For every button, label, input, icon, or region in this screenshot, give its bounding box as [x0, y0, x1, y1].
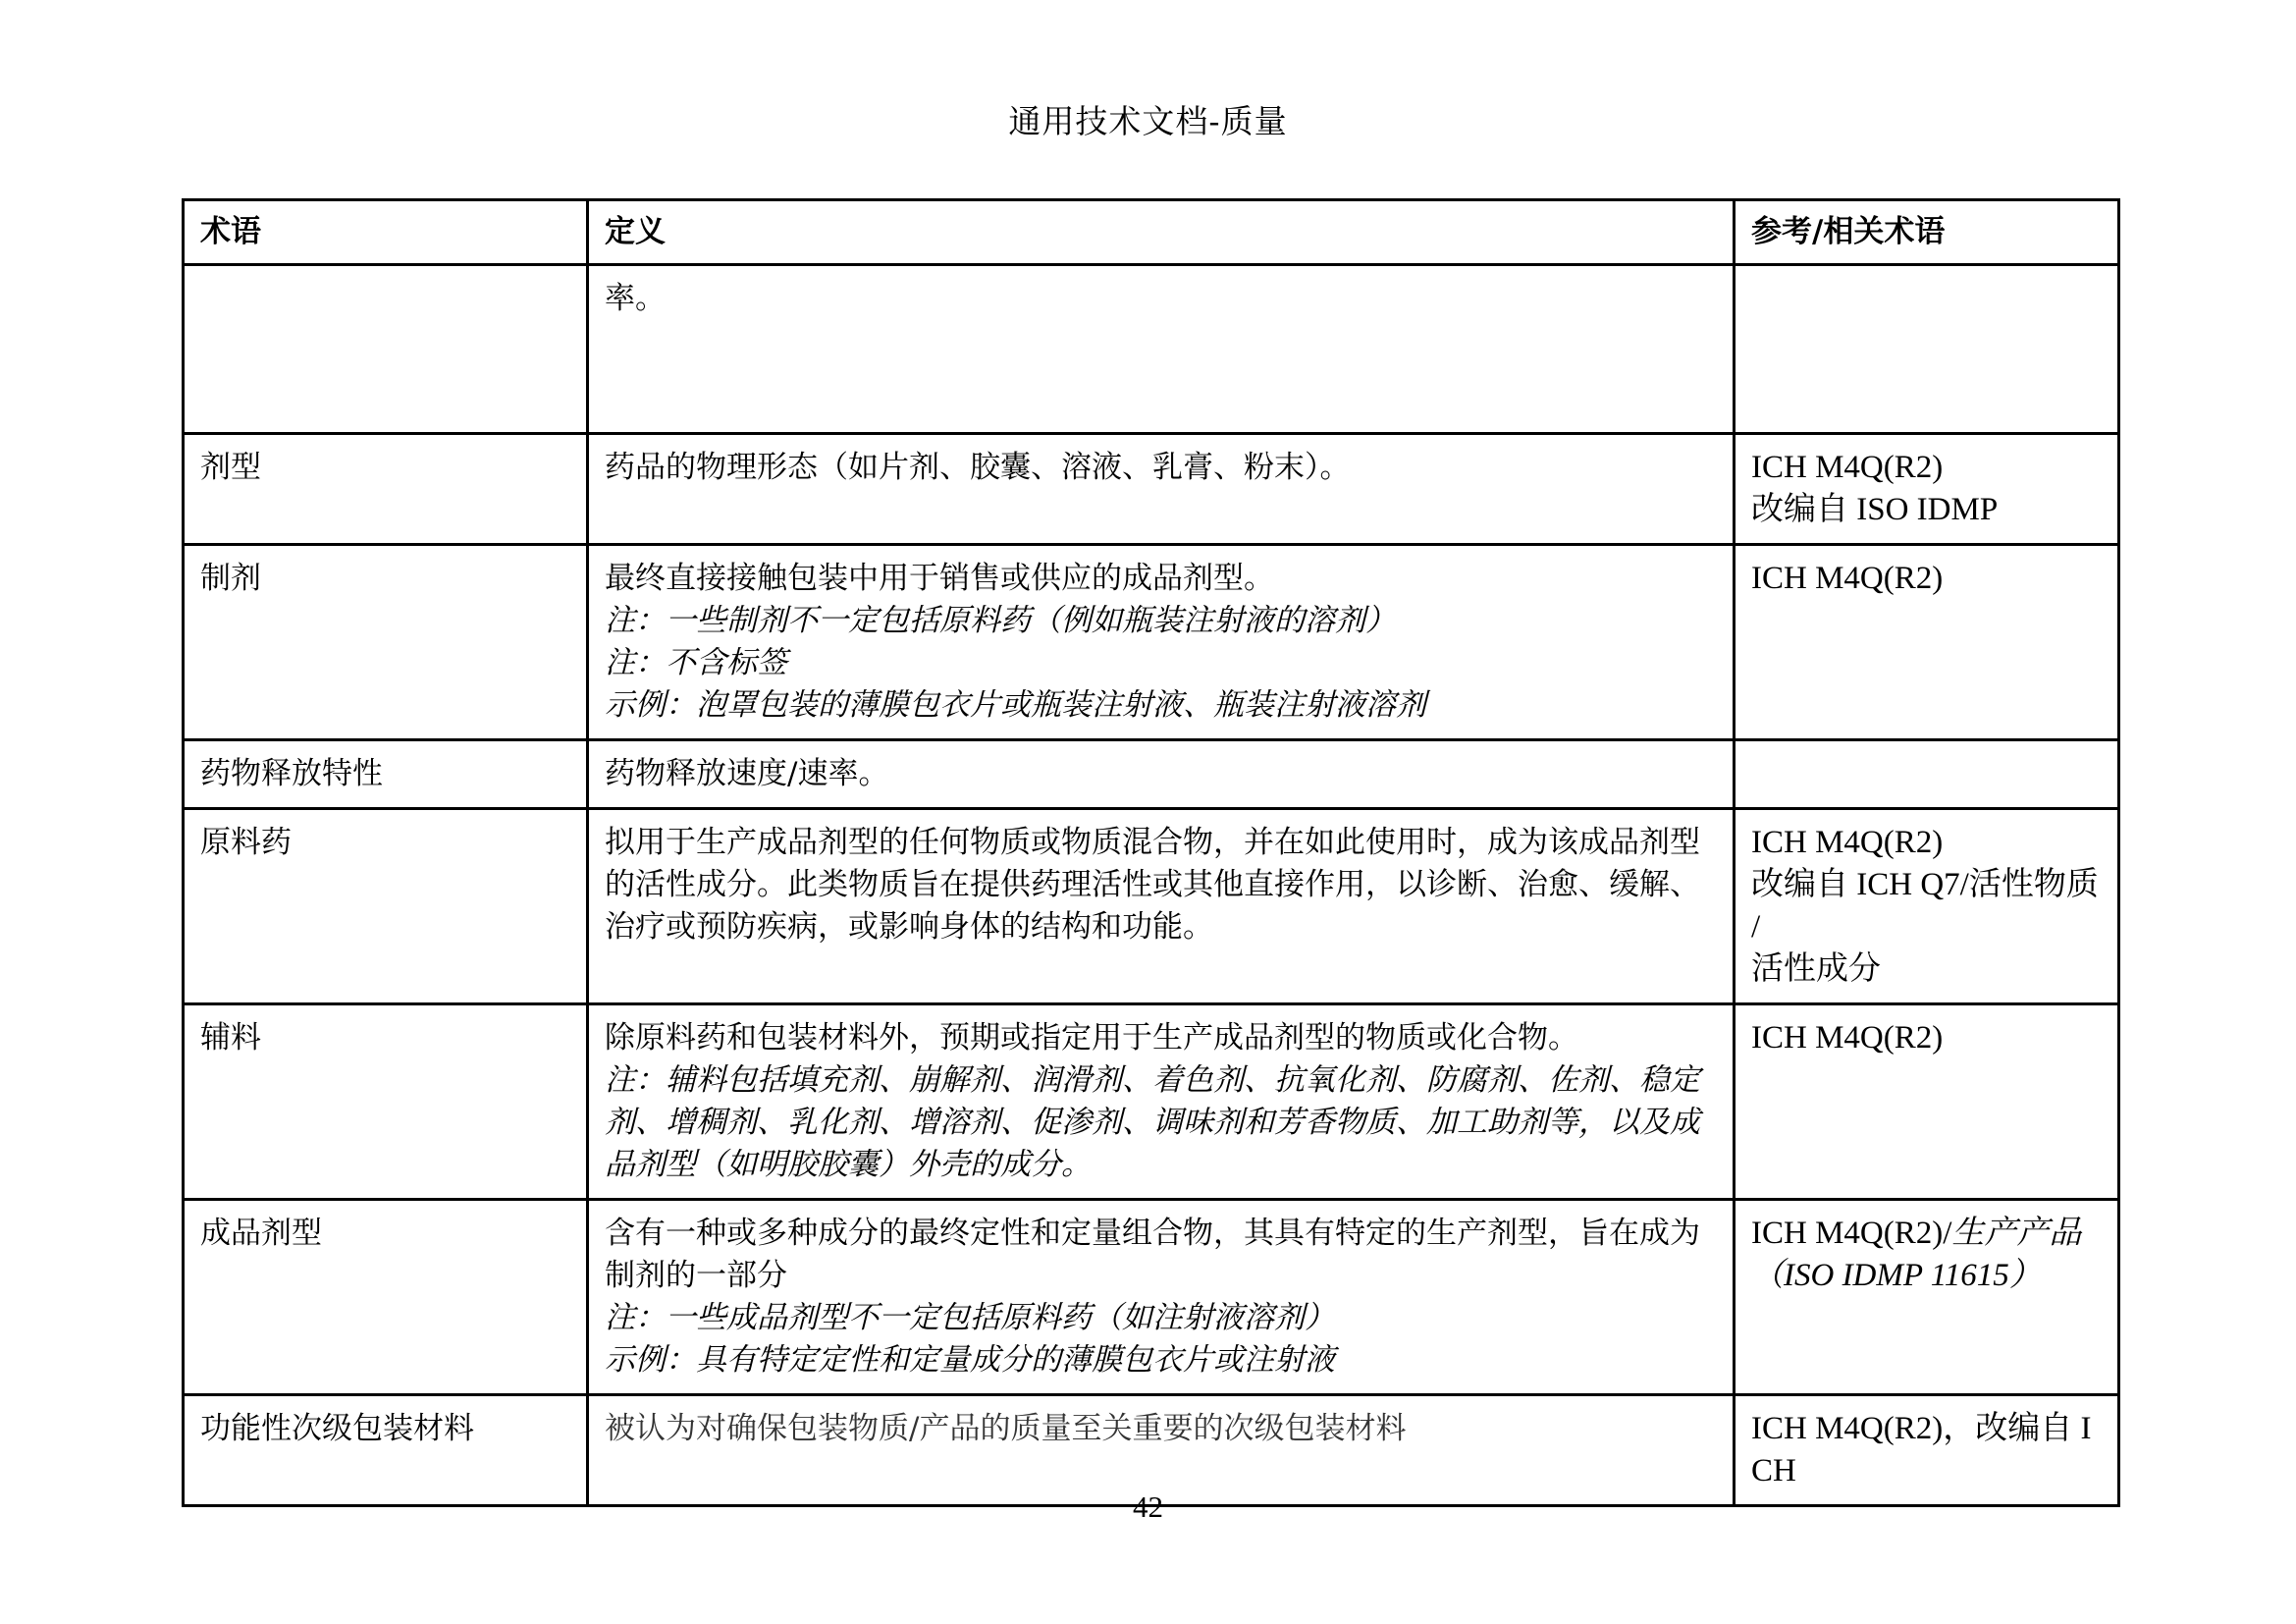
- definition-text: 除原料药和包装材料外，预期或指定用于生产成品剂型的物质或化合物。: [605, 1020, 1578, 1056]
- definition-note: 注：辅料包括填充剂、崩解剂、润滑剂、着色剂、抗氧化剂、防腐剂、佐剂、稳定剂、增稠剂、乳化剂、增溶剂、促渗剂、调味剂和芳香物质、加工助剂等，以及成品剂型（如明胶胶囊）外壳的成分。: [605, 1062, 1700, 1182]
- reference-cell: [1735, 1004, 2119, 1200]
- table-header-row: [184, 200, 2119, 265]
- column-header-reference: 参考/相关术语: [1735, 200, 2119, 265]
- table-row: [184, 545, 2119, 740]
- reference-text: 活性成分: [1751, 951, 1881, 987]
- glossary-table: [182, 198, 2120, 1507]
- page-number: 42: [1133, 1489, 1163, 1524]
- definition-example: 示例：泡罩包装的薄膜包衣片或瓶装注射液、瓶装注射液溶剂: [605, 687, 1426, 723]
- definition-note: 注：一些制剂不一定包括原料药（例如瓶装注射液的溶剂）: [605, 603, 1396, 638]
- reference-text: ICH M4Q(R2): [1751, 825, 1944, 860]
- definition-cell: [588, 1004, 1735, 1200]
- definition-text: 含有一种或多种成分的最终定性和定量组合物，其具有特定的生产剂型，旨在成为制剂的一部分: [605, 1216, 1700, 1293]
- term-cell: 成品剂型: [184, 1200, 588, 1395]
- page-header-title: 通用技术文档-质量: [1008, 102, 1288, 140]
- term-cell: 药物释放特性: [184, 740, 588, 809]
- column-header-definition: 定义: [588, 200, 1735, 265]
- term-cell: 制剂: [184, 545, 588, 740]
- definition-cell: [588, 265, 1735, 434]
- definition-cell: [588, 740, 1735, 809]
- table-row: [184, 740, 2119, 809]
- term-cell: [184, 265, 588, 434]
- reference-text: 改编自 ICH Q7/活性物质: [1751, 867, 2099, 902]
- definition-example: 示例：具有特定定性和定量成分的薄膜包衣片或注射液: [605, 1342, 1335, 1378]
- table-row: [184, 434, 2119, 545]
- column-header-term: 术语: [184, 200, 588, 265]
- definition-cell: [588, 434, 1735, 545]
- definition-note: 注：不含标签: [605, 645, 787, 680]
- term-cell: 剂型: [184, 434, 588, 545]
- definition-cell: [588, 545, 1735, 740]
- term-cell: 功能性次级包装材料: [184, 1395, 588, 1506]
- reference-text: ICH M4Q(R2)，改编自 ICH: [1751, 1411, 2092, 1489]
- table-row: [184, 265, 2119, 434]
- definition-text: 率。: [605, 281, 666, 316]
- definition-text: 药物释放速度/速率。: [605, 756, 889, 791]
- definition-cell: [588, 1200, 1735, 1395]
- table-row: [184, 1004, 2119, 1200]
- definition-text: 药品的物理形态（如片剂、胶囊、溶液、乳膏、粉末）。: [605, 450, 1351, 485]
- reference-text: ICH M4Q(R2): [1751, 450, 1944, 485]
- definition-text: 最终直接接触包装中用于销售或供应的成品剂型。: [605, 561, 1274, 596]
- definition-cell: [588, 809, 1735, 1004]
- term-cell: 辅料: [184, 1004, 588, 1200]
- reference-cell: [1735, 809, 2119, 1004]
- definition-note: 注：一些成品剂型不一定包括原料药（如注射液溶剂）: [605, 1300, 1335, 1335]
- definition-text: 拟用于生产成品剂型的任何物质或物质混合物，并在如此使用时，成为该成品剂型的活性成分。此类物质旨在提供药理活性或其他直接作用，以诊断、治愈、缓解、治疗或预防疾病，或影响身体的结构和功能。: [605, 825, 1700, 945]
- reference-cell: [1735, 740, 2119, 809]
- table-row: [184, 1200, 2119, 1395]
- reference-text: 改编自 ISO IDMP: [1751, 492, 1999, 527]
- reference-text: ICH M4Q(R2)/: [1751, 1216, 1952, 1251]
- reference-cell: [1735, 265, 2119, 434]
- reference-related-term: 生产产品（ISO IDMP 11615）: [1751, 1216, 2082, 1293]
- reference-cell: [1735, 1200, 2119, 1395]
- reference-text: ICH M4Q(R2): [1751, 561, 1944, 596]
- reference-text: ICH M4Q(R2): [1751, 1020, 1944, 1056]
- definition-text: 被认为对确保包装物质/产品的质量至关重要的次级包装材料: [605, 1411, 1407, 1446]
- reference-cell: [1735, 545, 2119, 740]
- reference-cell: [1735, 434, 2119, 545]
- reference-text: /: [1751, 909, 1761, 945]
- term-cell: 原料药: [184, 809, 588, 1004]
- table-row: [184, 809, 2119, 1004]
